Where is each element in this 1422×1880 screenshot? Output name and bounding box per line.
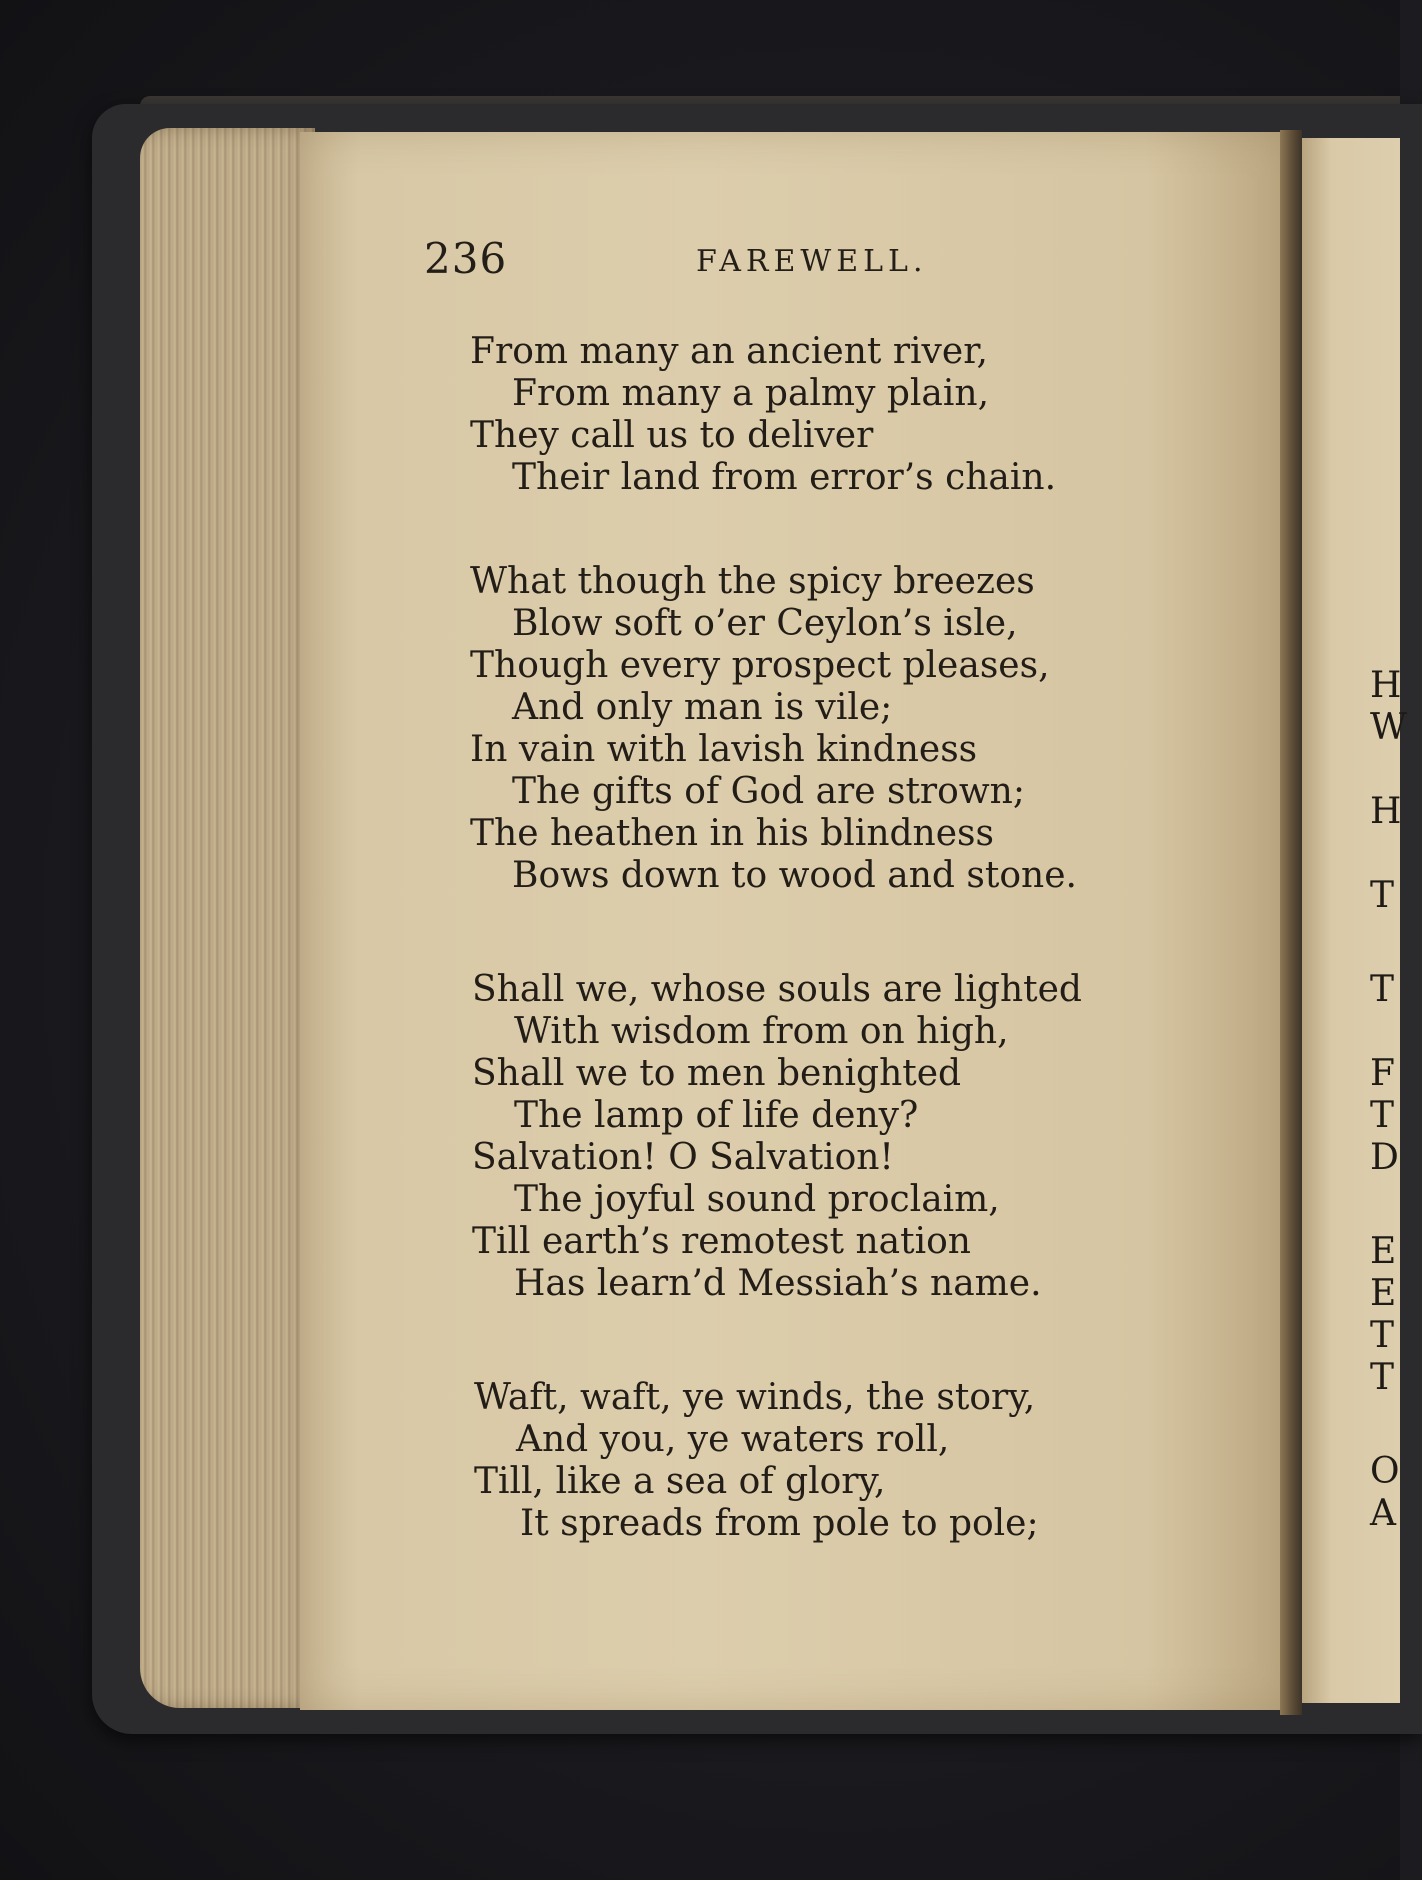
right-page-letter: T bbox=[1370, 1357, 1395, 1398]
verse-line: The lamp of life deny? bbox=[514, 1095, 919, 1136]
verse-line: With wisdom from on high, bbox=[514, 1011, 1009, 1052]
right-page-letter: E bbox=[1370, 1231, 1397, 1272]
verse-line: In vain with lavish kindness bbox=[470, 729, 978, 770]
page-number: 236 bbox=[424, 234, 508, 283]
verse-line: Has learn’d Messiah’s name. bbox=[514, 1263, 1042, 1304]
right-page-letter: F bbox=[1370, 1053, 1395, 1094]
right-page-letter: E bbox=[1370, 1273, 1397, 1314]
verse-line: What though the spicy breezes bbox=[470, 561, 1035, 602]
verse-line: Till earth’s remotest nation bbox=[472, 1221, 971, 1262]
verse-line: Till, like a sea of glory, bbox=[474, 1461, 886, 1502]
right-page-letter: W bbox=[1370, 707, 1408, 748]
right-page-letter: D bbox=[1370, 1137, 1399, 1178]
right-page-letter: T bbox=[1370, 875, 1395, 916]
verse-line: And only man is vile; bbox=[512, 687, 893, 728]
verse-line: The joyful sound proclaim, bbox=[514, 1179, 1000, 1220]
verse-line: Shall we to men benighted bbox=[472, 1053, 962, 1094]
verse-line: Though every prospect pleases, bbox=[470, 645, 1050, 686]
running-head: FAREWELL. bbox=[696, 244, 928, 279]
page-fore-edge bbox=[140, 128, 315, 1708]
right-page-letter: H bbox=[1370, 665, 1402, 706]
verse-line: Blow soft o’er Ceylon’s isle, bbox=[512, 603, 1018, 644]
book-gutter bbox=[1280, 130, 1302, 1715]
verse-line: The heathen in his blindness bbox=[470, 813, 994, 854]
verse-line: From many a palmy plain, bbox=[512, 373, 990, 414]
verse-line: Their land from error’s chain. bbox=[512, 457, 1057, 498]
verse-line: The gifts of God are strown; bbox=[512, 771, 1025, 812]
verse-line: Waft, waft, ye winds, the story, bbox=[474, 1377, 1036, 1418]
right-page-letter: T bbox=[1370, 1315, 1395, 1356]
verse-line: From many an ancient river, bbox=[470, 331, 988, 372]
right-page-letter: T bbox=[1370, 1095, 1395, 1136]
verse-line: They call us to deliver bbox=[470, 415, 874, 456]
right-page-letter: O bbox=[1370, 1451, 1400, 1492]
verse-line: Shall we, whose souls are lighted bbox=[472, 969, 1082, 1010]
verse-line: It spreads from pole to pole; bbox=[520, 1503, 1039, 1544]
right-page-letter: T bbox=[1370, 969, 1395, 1010]
verse-line: Bows down to wood and stone. bbox=[512, 855, 1077, 896]
verse-line: And you, ye waters roll, bbox=[516, 1419, 950, 1460]
right-page-letter: A bbox=[1370, 1493, 1396, 1534]
right-page-letter: H bbox=[1370, 791, 1402, 832]
verse-line: Salvation! O Salvation! bbox=[472, 1137, 894, 1178]
